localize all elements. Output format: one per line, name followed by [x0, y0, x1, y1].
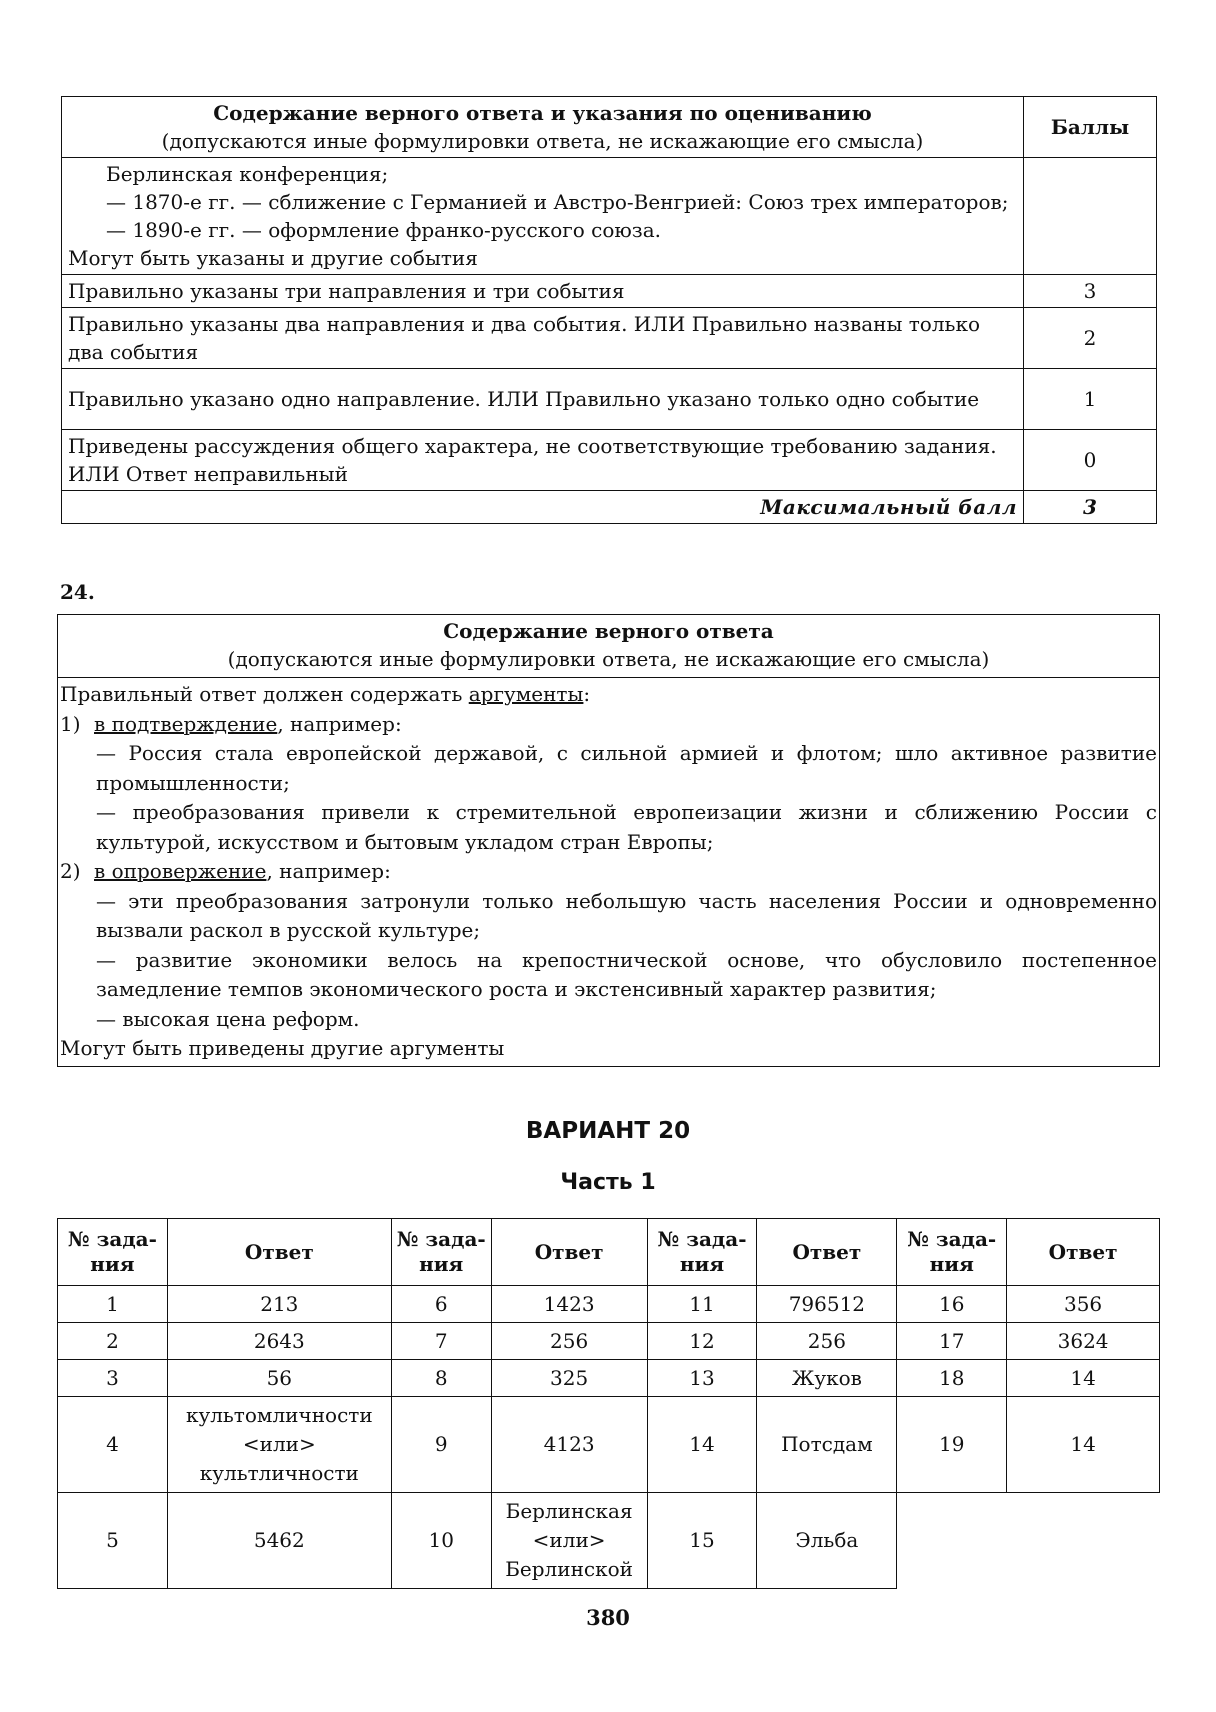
task-answer: 3624 [1007, 1323, 1160, 1360]
question-number: 24. [60, 580, 95, 604]
answer-body [58, 678, 1160, 1067]
answer-header: Ответ [167, 1219, 391, 1286]
answers-grid [57, 1218, 1160, 1589]
section-2-item: — развитие экономики велось на крепостнической основе, что обусловило постепенное замедление темпов экономического роста и экстенсивный характер развития; [96, 947, 1157, 1001]
max-score-row [62, 491, 1157, 524]
criterion-row [62, 275, 1157, 308]
section-1-item: — преобразования привели к стремительной европеизации жизни и сближению России с культурой, искусством и бытовым укладом стран Европы; [96, 800, 1157, 854]
task-number: 2 [58, 1323, 168, 1360]
task-number: 10 [391, 1493, 491, 1589]
answer-header: Ответ [757, 1219, 897, 1286]
answers-grid-row [58, 1286, 1160, 1323]
task-number: 16 [897, 1286, 1007, 1323]
variant-title: ВАРИАНТ 20 [525, 1118, 691, 1144]
section-1-item: — Россия стала европейской державой, с сильной армией и флотом; шло активное развитие промышленности; [96, 741, 1157, 795]
arguments-underlined: аргументы [468, 682, 584, 706]
answer-header [58, 615, 1160, 678]
task-answer: 5462 [167, 1493, 391, 1589]
refutation-underlined: в опровержение [94, 859, 267, 883]
task-answer: 1423 [491, 1286, 647, 1323]
task-number-header: № зада-ния [391, 1219, 491, 1286]
task-number: 4 [58, 1397, 168, 1493]
answers-grid-row [58, 1323, 1160, 1360]
task-number: 11 [647, 1286, 757, 1323]
task-answer: 213 [167, 1286, 391, 1323]
content-cell [62, 158, 1024, 275]
answer-table [57, 614, 1160, 1067]
task-answer: Жуков [757, 1360, 897, 1397]
task-answer: 56 [167, 1360, 391, 1397]
scoring-table [61, 96, 1157, 524]
section-2-item: — эти преобразования затронули только небольшую часть населения России и одновременно вызвали раскол в русской культуре; [96, 888, 1157, 942]
task-answer: 796512 [757, 1286, 897, 1323]
answers-grid-row [58, 1493, 1160, 1589]
task-answer: культомличности <или> культличности [167, 1397, 391, 1493]
points-header: Баллы [1024, 97, 1157, 158]
task-number: 7 [391, 1323, 491, 1360]
part-title: Часть 1 [560, 1170, 656, 1195]
criterion-row [62, 308, 1157, 369]
task-answer: 2643 [167, 1323, 391, 1360]
content-line: — 1890-е гг. — оформление франко-русского союза. [106, 218, 661, 242]
scoring-header-row [62, 97, 1157, 158]
criterion-row [62, 369, 1157, 430]
confirmation-underlined: в подтверждение [94, 711, 278, 736]
task-number: 9 [391, 1397, 491, 1493]
max-score-value: 3 [1024, 491, 1157, 524]
criterion-points: 3 [1024, 275, 1157, 308]
answer-body-row [58, 678, 1160, 1067]
criterion-text: Приведены рассуждения общего характера, не соответствующие требованию задания. ИЛИ Ответ неправильный [62, 430, 1024, 491]
task-number: 1 [58, 1286, 168, 1323]
answer-intro: Правильный ответ должен содержать аргументы: [60, 682, 591, 706]
scoring-header-title: Содержание верного ответа и указания по оцениванию [213, 101, 872, 125]
scoring-header-subtitle: (допускаются иные формулировки ответа, не искажающие его смысла) [161, 129, 924, 153]
content-points [1024, 158, 1157, 275]
task-answer: 14 [1007, 1360, 1160, 1397]
answer-header: Ответ [491, 1219, 647, 1286]
section-2-heading: 2) в опровержение, например: [60, 859, 391, 883]
empty-cell [897, 1493, 1160, 1589]
task-answer: Эльба [757, 1493, 897, 1589]
answer-footer: Могут быть приведены другие аргументы [60, 1036, 505, 1060]
task-number: 3 [58, 1360, 168, 1397]
answer-header-subtitle: (допускаются иные формулировки ответа, не искажающие его смысла) [227, 647, 990, 671]
task-number: 17 [897, 1323, 1007, 1360]
content-line: Могут быть указаны и другие события [68, 246, 478, 270]
answers-grid-row [58, 1397, 1160, 1493]
answer-header-row [58, 615, 1160, 678]
task-answer: Потсдам [757, 1397, 897, 1493]
task-number-header: № зада-ния [58, 1219, 168, 1286]
task-number: 5 [58, 1493, 168, 1589]
criterion-row [62, 430, 1157, 491]
task-number: 12 [647, 1323, 757, 1360]
task-answer: 14 [1007, 1397, 1160, 1493]
task-answer: 325 [491, 1360, 647, 1397]
task-number: 8 [391, 1360, 491, 1397]
criterion-points: 2 [1024, 308, 1157, 369]
task-number: 19 [897, 1397, 1007, 1493]
criterion-text: Правильно указаны три направления и три события [62, 275, 1024, 308]
section-2-item: — высокая цена реформ. [96, 1006, 360, 1031]
criterion-text: Правильно указаны два направления и два события. ИЛИ Правильно названы только два события [62, 308, 1024, 369]
content-line: Берлинская конференция; [106, 162, 389, 186]
task-number: 18 [897, 1360, 1007, 1397]
task-number-header: № зада-ния [897, 1219, 1007, 1286]
answer-header-title: Содержание верного ответа [443, 619, 774, 643]
task-number: 6 [391, 1286, 491, 1323]
task-answer: 256 [491, 1323, 647, 1360]
task-number: 13 [647, 1360, 757, 1397]
task-answer: 4123 [491, 1397, 647, 1493]
criterion-text: Правильно указано одно направление. ИЛИ Правильно указано только одно событие [62, 369, 1024, 430]
task-number-header: № зада-ния [647, 1219, 757, 1286]
content-row [62, 158, 1157, 275]
task-number: 14 [647, 1397, 757, 1493]
criterion-points: 1 [1024, 369, 1157, 430]
content-line: — 1870-е гг. — сближение с Германией и Австро-Венгрией: Союз трех императоров; [106, 190, 1009, 214]
criterion-points: 0 [1024, 430, 1157, 491]
section-1-heading: 1) в подтверждение, например: [60, 711, 402, 736]
max-score-label: Максимальный балл [62, 491, 1024, 524]
task-answer: 256 [757, 1323, 897, 1360]
page-number: 380 [586, 1605, 630, 1630]
answers-grid-header [58, 1219, 1160, 1286]
answer-header: Ответ [1007, 1219, 1160, 1286]
task-answer: 356 [1007, 1286, 1160, 1323]
task-answer: Берлинская <или> Берлинской [491, 1493, 647, 1589]
task-number: 15 [647, 1493, 757, 1589]
answers-grid-row [58, 1360, 1160, 1397]
scoring-header [62, 97, 1024, 158]
